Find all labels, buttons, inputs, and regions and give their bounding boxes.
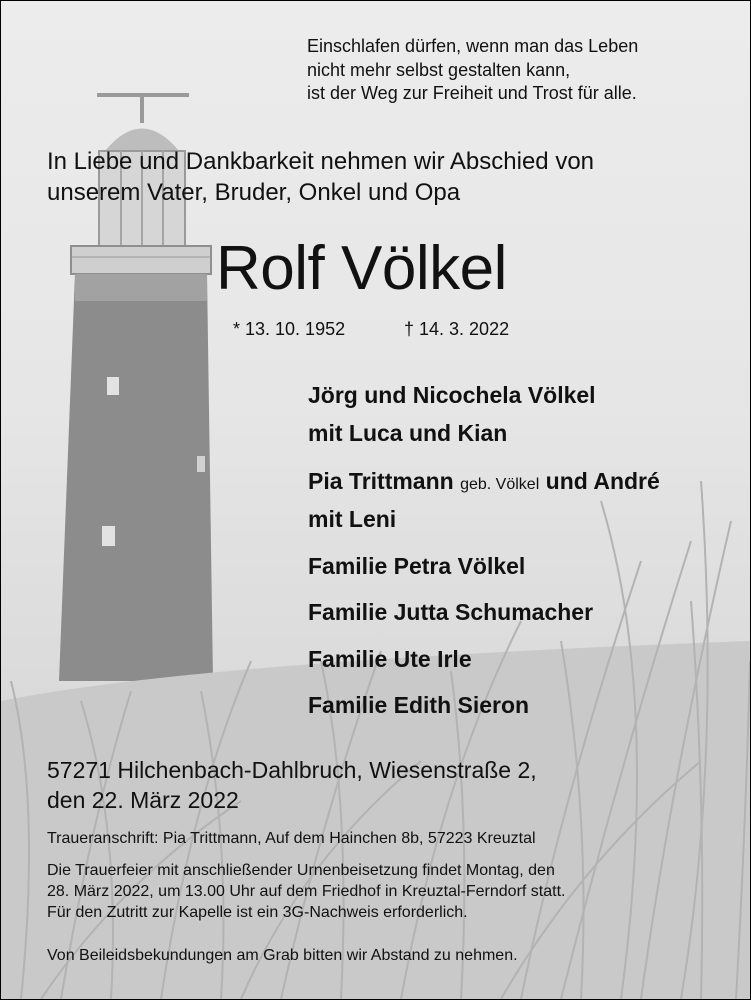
family-member-line: Familie Petra Völkel <box>308 553 526 579</box>
pia-name: Pia Trittmann <box>308 468 454 494</box>
family-member-line: mit Luca und Kian <box>308 420 508 446</box>
family-member-line: Familie Ute Irle <box>308 646 472 672</box>
mourning-address: Traueranschrift: Pia Trittmann, Auf dem Hainchen 8b, 57223 Kreuztal <box>47 830 536 847</box>
birth-date: * 13. 10. 1952 <box>233 319 346 339</box>
place-line: 57271 Hilchenbach-Dahlbruch, Wiesenstraße 2, <box>47 757 537 783</box>
birth-name: geb. Völkel <box>460 476 540 493</box>
ceremony-line: Für den Zutritt zur Kapelle ist ein 3G-Nachweis erforderlich. <box>47 904 468 921</box>
family-member-line: mit Leni <box>308 506 397 532</box>
pia-partner: und André <box>545 468 660 494</box>
quote-line: ist der Weg zur Freiheit und Trost für alle. <box>307 83 637 103</box>
family-member-line: Familie Edith Sieron <box>308 692 530 718</box>
family-member-line: Jörg und Nicochela Völkel <box>308 382 596 408</box>
ceremony-line: Die Trauerfeier mit anschließender Urnenbeisetzung findet Montag, den <box>47 862 555 879</box>
quote-line: Einschlafen dürfen, wenn man das Leben <box>307 36 639 56</box>
place-date <box>47 755 537 815</box>
condolence-note: Von Beileidsbekundungen am Grab bitten wir Abstand zu nehmen. <box>47 947 518 964</box>
intro-line: unserem Vater, Bruder, Onkel und Opa <box>47 179 461 206</box>
ceremony-info <box>47 860 715 923</box>
intro-text <box>47 146 715 208</box>
date-line: den 22. März 2022 <box>47 787 239 813</box>
deceased-name: Rolf Völkel <box>216 234 507 303</box>
family-member-line: Familie Jutta Schumacher <box>308 599 594 625</box>
ceremony-line: 28. März 2022, um 13.00 Uhr auf dem Friedhof in Kreuztal-Ferndorf statt. <box>47 883 566 900</box>
quote-line: nicht mehr selbst gestalten kann, <box>307 59 571 80</box>
intro-line: In Liebe und Dankbarkeit nehmen wir Abschied von <box>47 148 595 175</box>
quote-block <box>307 35 638 106</box>
family-member-line <box>308 466 660 500</box>
death-date: † 14. 3. 2022 <box>404 319 510 339</box>
